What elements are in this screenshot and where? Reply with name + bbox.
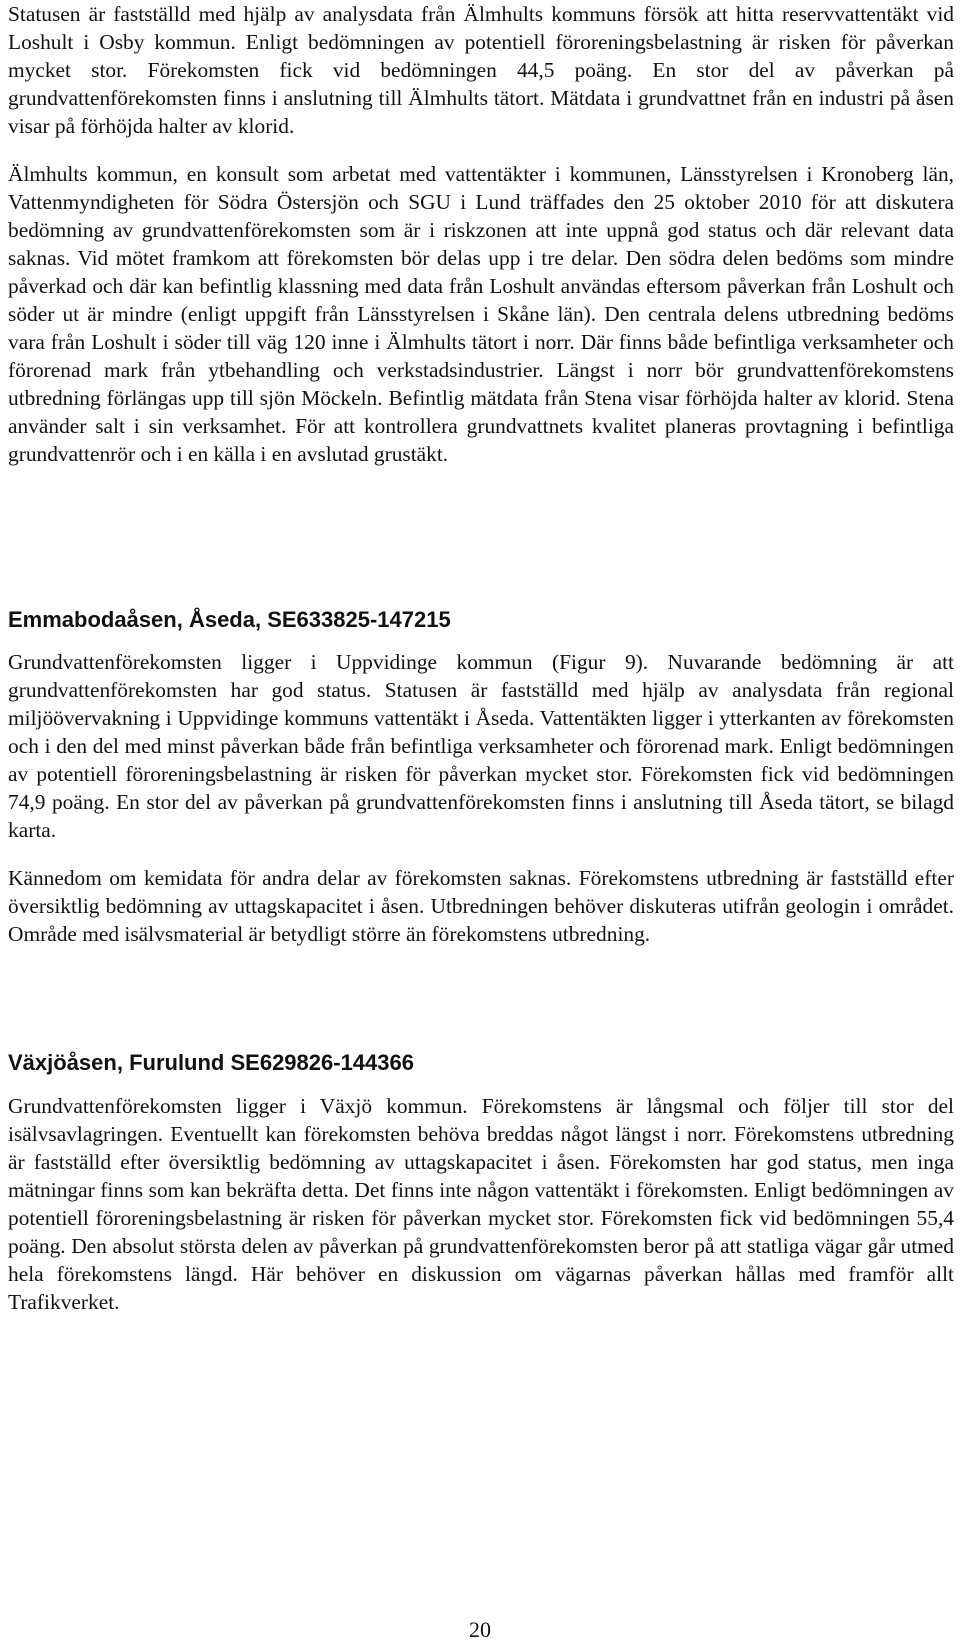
paragraph-emmaboda-kemidata: Kännedom om kemidata för andra delar av förekomsten saknas. Förekomstens utbredning är fastställd efter översiktlig bedömning av uttagskapacitet i åsen. Utbredningen behöver diskuteras utifrån geologin i området. Område med isälvsmaterial är betydligt större än förekomstens utbredning. <box>8 866 954 946</box>
paragraph-vaxjo-status: Grundvattenförekomsten ligger i Växjö kommun. Förekomstens är långsmal och följer till stor del isälvsavlagringen. Eventuellt kan förekomsten behöva breddas något längst i norr. Förekomstens utbredning är fastställd efter översiktlig bedömning av uttagskapacitet i åsen. Förekomsten har god status, men inga mätningar finns som kan bekräfta detta. Det finns inte någon vattentäkt i förekomsten. Enligt bedömningen av potentiell föroreningsbelastning är risken för påverkan mycket stor. Förekomsten fick vid bedömningen 55,4 poäng. Den absolut största delen av påverkan på grundvattenförekomsten beror på att statliga vägar går utmed hela förekomstens längd. Här behöver en diskussion om vägarnas påverkan hållas med framför allt Trafikverket. <box>8 1094 954 1314</box>
section-heading-emmaboda: Emmabodaåsen, Åseda, SE633825-147215 <box>8 607 451 632</box>
paragraph-status-loshult: Statusen är fastställd med hjälp av analysdata från Älmhults kommuns försök att hitta reservvattentäkt vid Loshult i Osby kommun. Enligt bedömningen av potentiell föroreningsbelastning är risken för påverkan mycket stor. Förekomsten fick vid bedömningen 44,5 poäng. En stor del av påverkan på grundvattenförekomsten finns i anslutning till Älmhults tätort. Mätdata i grundvattnet från en industri på åsen visar på förhöjda halter av klorid. <box>8 2 954 138</box>
paragraph-meeting-almhult: Älmhults kommun, en konsult som arbetat med vattentäkter i kommunen, Länsstyrelsen i Kronoberg län, Vattenmyndigheten för Södra Östersjön och SGU i Lund träffades den 25 oktober 2010 för att diskutera bedömning av grundvattenförekomsten som är i riskzonen att inte uppnå god status och där relevant data saknas. Vid mötet framkom att förekomsten bör delas upp i tre delar. Den södra delen bedöms som mindre påverkad och där kan befintlig klassning med data från Loshult användas eftersom påverkan från Loshult och söder ut är mindre (enligt uppgift från Länsstyrelsen i Skåne län). Den centrala delens utbredning bedöms vara från Loshult i söder till väg 120 inne i Älmhults tätort i norr. Där finns både befintliga verksamheter och förorenad mark från ytbehandling och verkstadsindustrier. Längst i norr bör grundvattenförekomstens utbredning förlängas upp till sjön Möckeln. Befintlig mätdata från Stena visar förhöjda halter av klorid. Stena använder salt i sin verksamhet. För att kontrollera grundvattnets kvalitet planeras provtagning i befintliga grundvattenrör och i en källa i en avslutad grustäkt. <box>8 162 954 466</box>
section-vaxjo-body <box>8 1092 954 1336</box>
section-emmaboda-body <box>8 648 954 968</box>
section-heading-vaxjo: Växjöåsen, Furulund SE629826-144366 <box>8 1050 414 1075</box>
page-number: 20 <box>469 1617 491 1642</box>
paragraph-emmaboda-status: Grundvattenförekomsten ligger i Uppvidinge kommun (Figur 9). Nuvarande bedömning är att grundvattenförekomsten har god status. Statusen är fastställd med hjälp av analysdata från regional miljöövervakning i Uppvidinge kommuns vattentäkt i Åseda. Vattentäkten ligger i ytterkanten av förekomsten och i den del med minst påverkan både från befintliga verksamheter och förorenad mark. Enligt bedömningen av potentiell föroreningsbelastning är risken för påverkan mycket stor. Förekomsten fick vid bedömningen 74,9 poäng. En stor del av påverkan på grundvattenförekomsten finns i anslutning till Åseda tätort, se bilagd karta. <box>8 650 954 842</box>
top-paragraphs <box>8 0 954 488</box>
